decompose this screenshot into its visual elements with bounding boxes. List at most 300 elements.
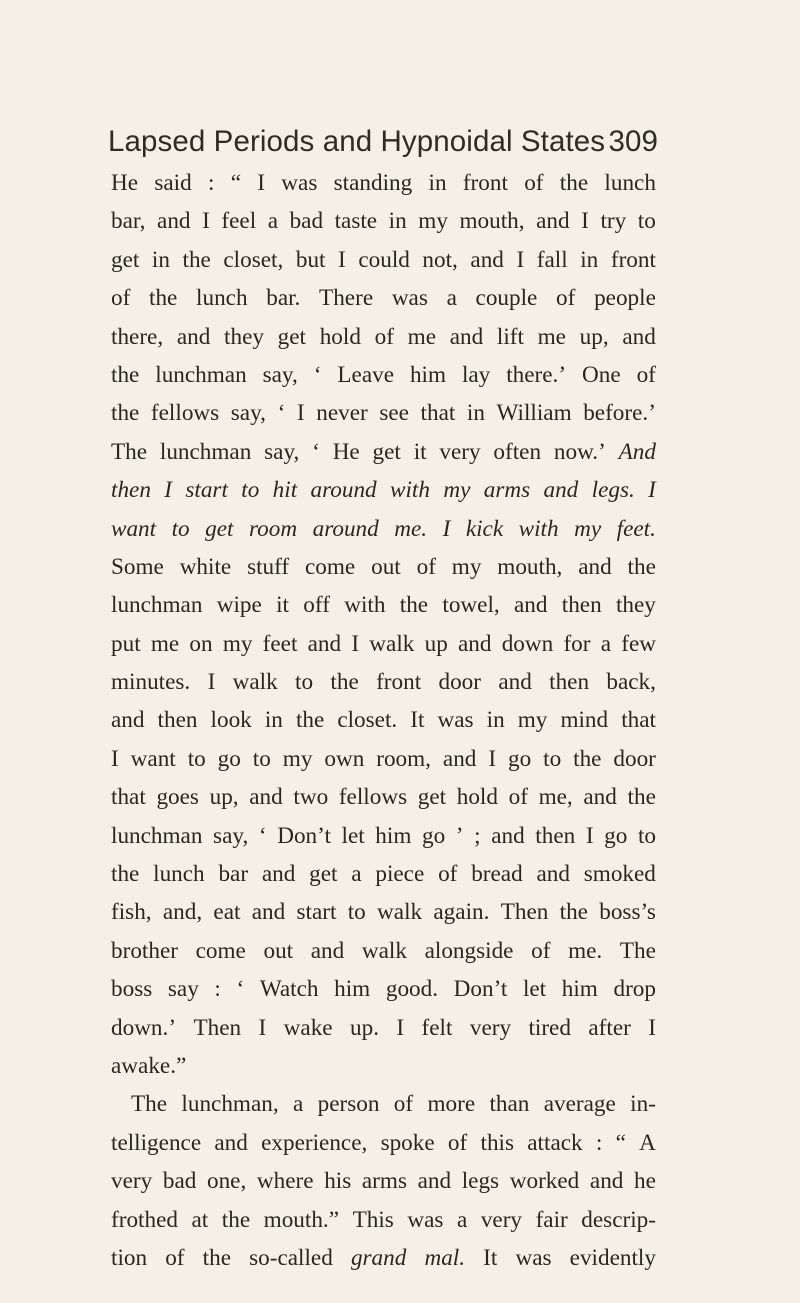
word: Some: [111, 553, 164, 580]
word: in-: [630, 1091, 656, 1118]
word: Don’t: [277, 822, 331, 849]
word: I: [581, 208, 589, 235]
word: him: [409, 361, 447, 388]
text-line: [111, 241, 656, 279]
word: go: [217, 745, 241, 772]
word: fall: [536, 246, 568, 273]
word: ‘: [258, 822, 267, 849]
word: let: [522, 976, 547, 1003]
text-line: [111, 1124, 656, 1162]
text-line: [111, 510, 656, 548]
word: my: [222, 630, 253, 657]
word: There: [319, 285, 374, 312]
text-line: [111, 701, 656, 739]
word: minutes.: [111, 669, 191, 696]
word: try: [600, 208, 627, 235]
word: I: [488, 745, 497, 772]
word: and: [491, 822, 525, 849]
word: taste: [334, 208, 378, 235]
word: ’: [455, 822, 464, 849]
page-number: 309: [608, 125, 658, 158]
word: wipe: [216, 592, 262, 619]
word: in: [388, 208, 407, 235]
word: after: [588, 1014, 631, 1041]
word: the: [627, 553, 656, 580]
word: brother: [111, 937, 178, 964]
word: I: [164, 477, 173, 504]
word: and: [157, 208, 191, 235]
word: the: [330, 669, 359, 696]
text-line: [111, 1201, 656, 1239]
text-line: [111, 1239, 656, 1277]
word: walk: [232, 669, 278, 696]
word: see: [379, 400, 409, 427]
word: that: [621, 707, 656, 734]
word: fish,: [111, 899, 152, 926]
word: say,: [230, 400, 266, 427]
word: that: [420, 400, 456, 427]
word: start: [296, 899, 337, 926]
word: :: [595, 1129, 603, 1156]
word: feet: [262, 630, 298, 657]
word: felt: [421, 1014, 453, 1041]
word: to: [295, 669, 314, 696]
word: mal.: [424, 1244, 466, 1271]
word: I: [338, 246, 346, 273]
text-line: [111, 202, 656, 240]
word: a: [446, 285, 457, 312]
word: in: [486, 707, 505, 734]
word: said: [154, 170, 192, 196]
word: my: [574, 515, 602, 542]
word: ‘: [236, 976, 245, 1003]
word: and: [310, 937, 345, 964]
word: lunchman: [155, 361, 247, 388]
word: ‘: [313, 361, 322, 388]
text-line: [111, 586, 656, 624]
word: tion: [111, 1244, 148, 1271]
word: and: [536, 861, 570, 888]
word: I: [648, 1014, 656, 1041]
word: walk: [361, 937, 407, 964]
word: Don’t: [453, 976, 508, 1003]
word: and: [458, 630, 492, 657]
word: front: [376, 669, 422, 696]
word: very: [480, 1206, 523, 1233]
word: was: [407, 1206, 444, 1233]
word: now.’: [553, 438, 606, 465]
word: could: [358, 246, 410, 273]
word: A: [639, 1129, 656, 1156]
word: worked: [509, 1168, 580, 1195]
word: front: [610, 246, 656, 273]
word: they: [224, 323, 264, 350]
word: to: [241, 477, 260, 504]
word: front: [462, 170, 508, 196]
word: boss: [111, 976, 153, 1003]
word: a: [456, 1206, 468, 1233]
word: say,: [264, 438, 300, 465]
word: experience,: [261, 1129, 368, 1156]
word: me.: [394, 515, 428, 542]
word: I: [202, 208, 210, 235]
word: ‘: [312, 438, 320, 465]
word: legs: [461, 1168, 500, 1195]
word: the: [559, 899, 588, 926]
word: of: [447, 1129, 468, 1156]
word: him: [561, 976, 598, 1003]
word: and: [249, 784, 283, 811]
word: then: [549, 669, 590, 696]
word: then: [157, 707, 198, 734]
word: with: [390, 477, 430, 504]
word: this: [480, 1129, 515, 1156]
word: down: [501, 630, 554, 657]
word: on: [189, 630, 213, 657]
word: frothed: [111, 1206, 178, 1233]
word: I: [296, 400, 305, 427]
word: to: [187, 745, 206, 772]
word: hold: [319, 323, 361, 350]
word: of: [508, 784, 528, 811]
word: go: [508, 745, 532, 772]
word: door: [438, 669, 481, 696]
word: :: [207, 170, 215, 196]
word: that: [111, 784, 146, 811]
word: say,: [262, 361, 298, 388]
word: very: [111, 1168, 153, 1195]
word: of: [524, 170, 544, 196]
word: and: [578, 553, 612, 580]
word: and: [449, 323, 484, 350]
word: people: [594, 285, 656, 312]
word: say,: [213, 822, 249, 849]
word: I: [351, 630, 360, 657]
word: to: [637, 822, 656, 849]
word: and: [214, 1129, 248, 1156]
word: walk: [369, 630, 415, 657]
word: and: [442, 745, 477, 772]
word: The: [619, 937, 656, 964]
word: go: [604, 822, 628, 849]
word: was: [515, 1244, 552, 1271]
word: in: [264, 707, 283, 734]
word: mouth,: [459, 208, 525, 235]
word: hold: [456, 784, 498, 811]
word: of: [636, 361, 656, 388]
word: in: [580, 246, 599, 273]
word: And: [618, 438, 656, 465]
word: my: [451, 553, 482, 580]
word: attack: [527, 1129, 583, 1156]
word: good.: [385, 976, 439, 1003]
word: bad: [162, 1168, 197, 1195]
word: arms: [483, 477, 531, 504]
word: bar.: [266, 285, 301, 312]
word: This: [352, 1206, 394, 1233]
word: lunchman,: [181, 1091, 279, 1118]
word: where: [256, 1168, 314, 1195]
word: of: [556, 285, 576, 312]
word: was: [281, 170, 318, 196]
word: me: [407, 323, 436, 350]
word: mouth.”: [263, 1206, 340, 1233]
word: feet.: [616, 515, 656, 542]
word: white: [179, 553, 232, 580]
word: “: [230, 170, 241, 196]
word: I: [258, 1014, 267, 1041]
word: walk: [377, 899, 423, 926]
word: hit: [272, 477, 298, 504]
word: Watch: [259, 976, 319, 1003]
word: mind: [560, 707, 609, 734]
text-line: [111, 778, 656, 816]
word: mouth,: [497, 553, 563, 580]
word: lift: [496, 323, 524, 350]
word: tired: [528, 1014, 571, 1041]
word: start: [185, 477, 228, 504]
word: in: [466, 400, 485, 427]
word: fair: [535, 1206, 568, 1233]
word: a: [267, 208, 278, 235]
word: my: [443, 477, 471, 504]
word: of: [438, 861, 458, 888]
word: a: [292, 1091, 304, 1118]
word: and: [589, 1168, 624, 1195]
word: get: [205, 515, 234, 542]
running-head: [108, 125, 658, 165]
word: legs.: [591, 477, 635, 504]
word: and: [111, 707, 145, 734]
word: lunch: [196, 285, 248, 312]
text-line: [111, 279, 656, 317]
word: let: [341, 822, 365, 849]
word: and: [583, 784, 617, 811]
word: and: [251, 899, 286, 926]
word: lay: [461, 361, 491, 388]
word: of: [165, 1244, 185, 1271]
word: me: [537, 323, 566, 350]
word: the: [627, 784, 656, 811]
word: with: [344, 592, 386, 619]
word: never: [316, 400, 368, 427]
word: piece: [375, 861, 425, 888]
word: closet.: [337, 707, 398, 734]
word: lunchman: [111, 822, 203, 849]
word: and: [307, 630, 342, 657]
word: bad: [289, 208, 324, 235]
word: so-called: [249, 1244, 333, 1271]
word: couple: [475, 285, 538, 312]
word: standing: [333, 170, 413, 196]
word: arms: [361, 1168, 407, 1195]
word: wake: [283, 1014, 333, 1041]
word: my: [517, 707, 548, 734]
word: the: [182, 246, 211, 273]
word: get: [417, 784, 447, 811]
word: the: [149, 285, 178, 312]
word: I: [396, 1014, 405, 1041]
word: bar,: [111, 208, 146, 235]
word: lunch: [604, 170, 656, 196]
word: few: [621, 630, 656, 657]
word: get: [277, 323, 306, 350]
text-line: [111, 663, 656, 701]
word: One: [582, 361, 621, 388]
word: telligence: [111, 1129, 202, 1156]
word: of: [531, 937, 551, 964]
word: but: [295, 246, 326, 273]
word: than: [489, 1091, 530, 1118]
word: out: [263, 937, 294, 964]
word: the: [221, 1206, 251, 1233]
word: it: [413, 438, 427, 465]
word: spoke: [380, 1129, 435, 1156]
word: eat: [213, 899, 241, 926]
word: I: [257, 170, 266, 196]
word: he: [634, 1168, 656, 1195]
word: I: [207, 669, 216, 696]
text-line: [111, 1085, 656, 1123]
text-line: [111, 932, 656, 970]
word: boss’s: [599, 899, 656, 926]
word: more: [427, 1091, 476, 1118]
text-line: [111, 394, 656, 432]
word: me.: [568, 937, 603, 964]
word: bar: [218, 861, 249, 888]
word: and: [536, 208, 570, 235]
word: come: [195, 937, 246, 964]
text-line: [111, 356, 656, 394]
word: The: [131, 1091, 168, 1118]
word: him: [334, 976, 371, 1003]
word: lunchman: [159, 438, 252, 465]
word: the: [295, 707, 325, 734]
text-line: [111, 970, 656, 1008]
word: of: [374, 323, 394, 350]
word: drop: [613, 976, 656, 1003]
text-line: [111, 625, 656, 663]
word: say: [167, 976, 199, 1003]
word: him: [375, 822, 412, 849]
word: there,: [111, 323, 164, 350]
word: to: [171, 515, 190, 542]
word: then: [535, 822, 576, 849]
word: there.’: [506, 361, 567, 388]
word: descrip-: [581, 1206, 656, 1233]
word: out: [371, 553, 401, 580]
word: ;: [474, 822, 481, 849]
word: it: [276, 592, 289, 619]
word: my: [418, 208, 448, 235]
word: not,: [422, 246, 458, 273]
word: door: [613, 745, 656, 772]
word: to: [252, 745, 271, 772]
word: and: [417, 1168, 452, 1195]
word: kick: [465, 515, 504, 542]
word: of: [416, 553, 436, 580]
word: before.’: [583, 400, 656, 427]
word: awake.”: [111, 1052, 187, 1079]
word: lunch: [153, 861, 205, 888]
word: I: [442, 515, 451, 542]
word: my: [282, 745, 313, 772]
text-line: [111, 740, 656, 778]
word: then: [111, 477, 151, 504]
word: up,: [579, 323, 609, 350]
word: room,: [376, 745, 431, 772]
word: the: [202, 1244, 231, 1271]
word: lunchman: [111, 592, 203, 619]
word: and: [470, 246, 504, 273]
word: very: [439, 438, 481, 465]
running-head-title: Lapsed Periods and Hypnoidal States: [108, 125, 606, 158]
word: around: [310, 477, 377, 504]
word: of: [111, 285, 131, 312]
word: It: [483, 1244, 498, 1271]
word: and: [543, 477, 579, 504]
word: :: [214, 976, 221, 1003]
word: own: [324, 745, 365, 772]
word: grand: [350, 1244, 407, 1271]
word: I: [516, 246, 525, 273]
word: Then: [500, 899, 549, 926]
word: one,: [206, 1168, 247, 1195]
word: come: [305, 553, 356, 580]
word: I: [111, 745, 119, 772]
word: Then: [193, 1014, 242, 1041]
word: to: [543, 745, 562, 772]
word: I: [648, 477, 656, 504]
word: and: [261, 861, 296, 888]
word: want: [130, 745, 176, 772]
word: and: [498, 669, 532, 696]
text-line: [111, 855, 656, 893]
word: often: [493, 438, 542, 465]
word: again.: [433, 899, 490, 926]
word: alongside: [424, 937, 514, 964]
word: stuff: [247, 553, 290, 580]
text-line: [111, 318, 656, 356]
word: ‘: [277, 400, 286, 427]
word: closet,: [223, 246, 284, 273]
word: put: [111, 630, 141, 657]
word: to: [637, 208, 656, 235]
word: The: [111, 438, 148, 465]
word: up: [424, 630, 448, 657]
text-line: [111, 1009, 656, 1047]
word: his: [324, 1168, 352, 1195]
word: down.’: [111, 1014, 177, 1041]
word: in: [428, 170, 447, 196]
word: smoked: [583, 861, 656, 888]
word: person: [317, 1091, 380, 1118]
word: for: [563, 630, 591, 657]
word: up,: [209, 784, 239, 811]
word: and,: [162, 899, 203, 926]
word: to: [347, 899, 366, 926]
word: fellows: [150, 400, 220, 427]
word: It: [410, 707, 425, 734]
text-line: [111, 433, 656, 471]
text-line: [111, 471, 656, 509]
word: back,: [606, 669, 656, 696]
word: goes: [156, 784, 199, 811]
word: room: [248, 515, 298, 542]
word: two: [293, 784, 329, 811]
word: look: [210, 707, 252, 734]
text-line: [111, 893, 656, 931]
